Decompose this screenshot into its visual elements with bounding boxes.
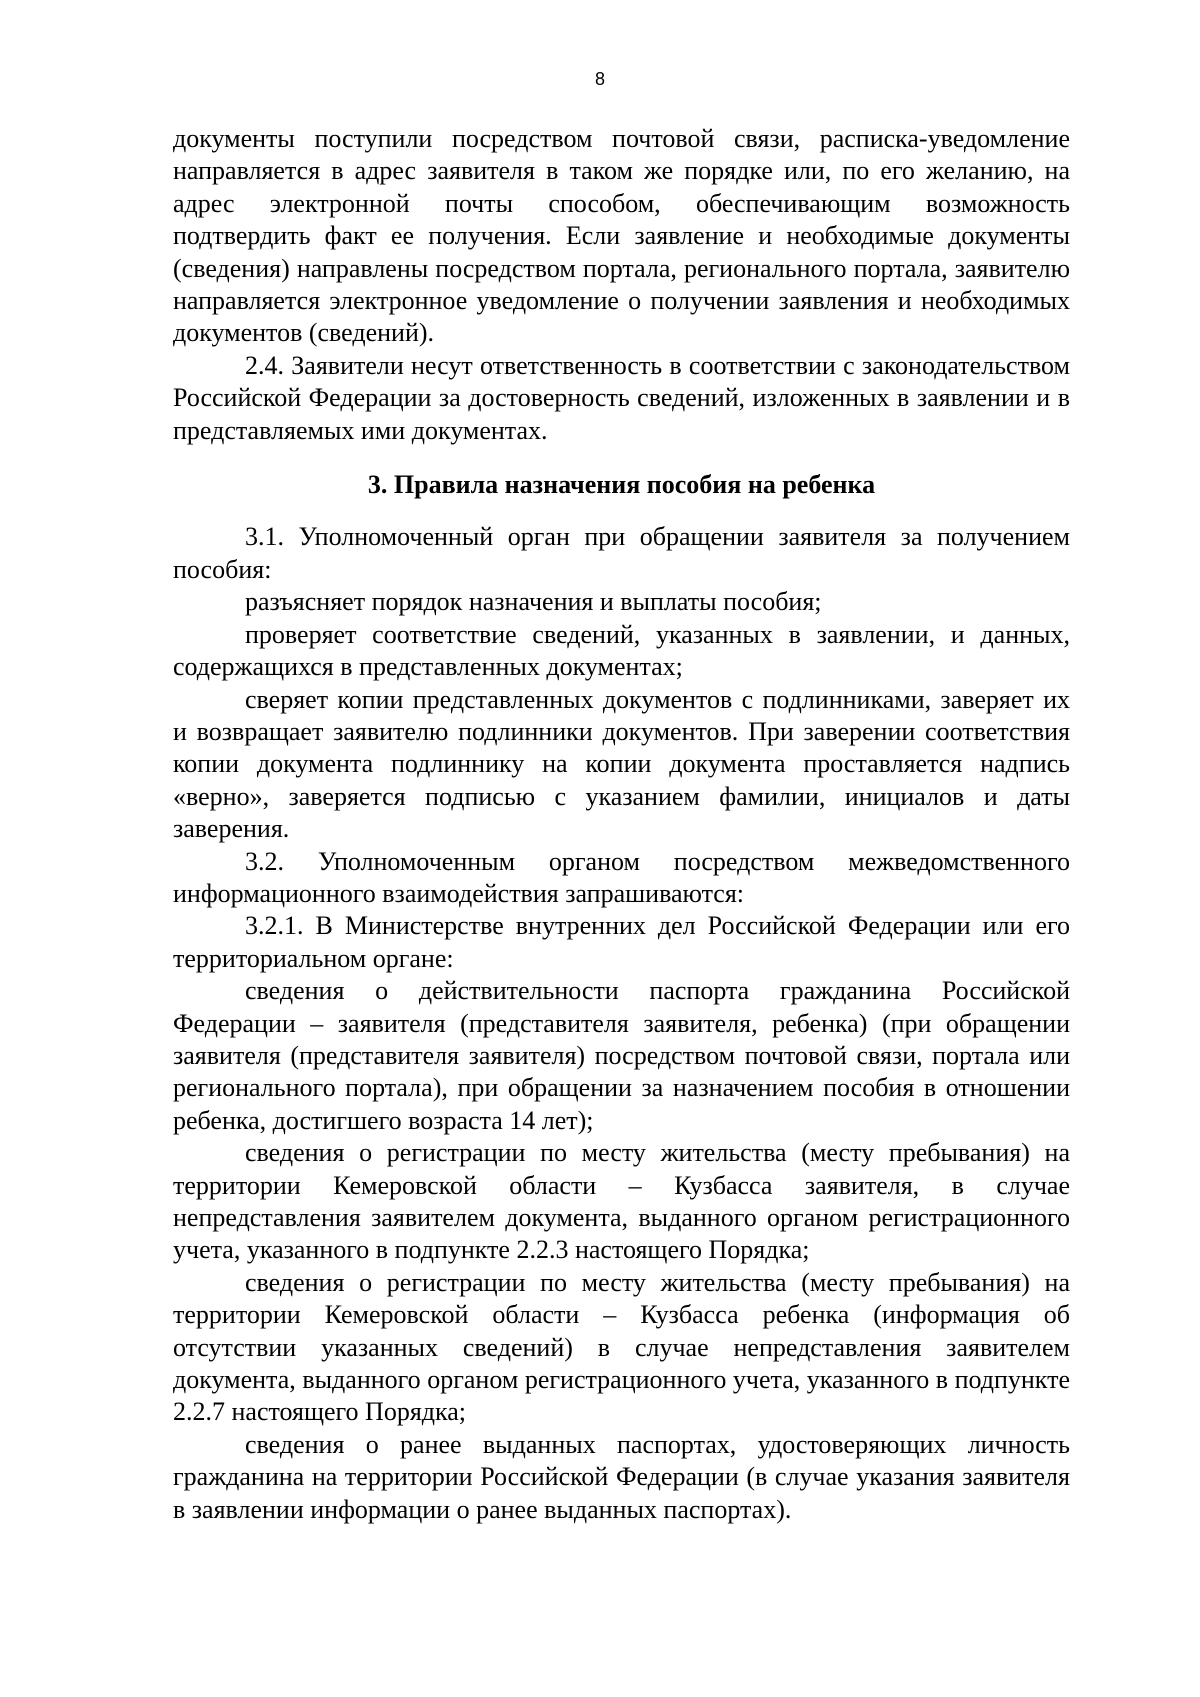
paragraph-3-2: 3.2. Уполномоченным органом посредством межведомственного информационного взаимодействия запрашиваются: bbox=[173, 846, 1070, 908]
list-item-checks: проверяет соответствие сведений, указанных в заявлении, и данных, содержащихся в представленных документах; bbox=[173, 619, 1070, 682]
list-item-previous-passports: сведения о ранее выданных паспортах, удостоверяющих личность гражданина на территории Российской Федерации (в случае указания заявителя в заявлении информации о ранее выданных паспортах). bbox=[173, 1429, 1070, 1524]
paragraph-continuation: документы поступили посредством почтовой связи, расписка-уведомление направляется в адрес заявителя в таком же порядке или, по его желанию, на адрес электронной почты способом, обеспечивающим возможность подтвердить факт ее получения. Если заявление и необходимые документы (сведения) направлены посредством портала, регионального портала, заявителю направляется электронное уведомление о получении заявления и необходимых документов (сведений). bbox=[173, 124, 1070, 348]
list-item-child-registration: сведения о регистрации по месту жительства (месту пребывания) на территории Кемеровской области – Кузбасса ребенка (информация об отсутствии указанных сведений) в случае непредставления заявителем документа, выданного органом регистрационного учета, указанного в подпункте 2.2.7 настоящего Порядка; bbox=[173, 1267, 1070, 1427]
body-text bbox=[173, 123, 1070, 1526]
list-item-explains: разъясняет порядок назначения и выплаты пособия; bbox=[245, 587, 822, 617]
paragraph-2-4: 2.4. Заявители несут ответственность в соответствии с законодательством Российской Федерации за достоверность сведений, изложенных в заявлении и в представляемых ими документах. bbox=[173, 350, 1070, 445]
section-heading: 3. Правила назначения пособия на ребенка bbox=[367, 470, 876, 500]
paragraph-3-1: 3.1. Уполномоченный орган при обращении заявителя за получением пособия: bbox=[173, 522, 1070, 584]
page-number: 8 bbox=[594, 69, 605, 89]
list-item-applicant-registration: сведения о регистрации по месту жительства (месту пребывания) на территории Кемеровской области – Кузбасса заявителя, в случае непредставления заявителем документа, выданного органом регистрационного учета, указанного в подпункте 2.2.3 настоящего Порядка; bbox=[173, 1138, 1070, 1265]
list-item-passport-validity: сведения о действительности паспорта гражданина Российской Федерации – заявителя (представителя заявителя, ребенка) (при обращении заявителя (представителя заявителя) посредством почтовой связи, портала или регионального портала), при обращении за назначением пособия в отношении ребенка, достигшего возраста 14 лет); bbox=[173, 976, 1070, 1135]
list-item-verifies-copies: сверяет копии представленных документов с подлинниками, заверяет их и возвращает заявителю подлинники документов. При заверении соответствия копии документа подлиннику на копии документа проставляется надпись «верно», заверяется подписью с указанием фамилии, инициалов и даты заверения. bbox=[173, 684, 1070, 844]
paragraph-3-2-1: 3.2.1. В Министерстве внутренних дел Российской Федерации или его территориальном органе: bbox=[173, 911, 1070, 973]
